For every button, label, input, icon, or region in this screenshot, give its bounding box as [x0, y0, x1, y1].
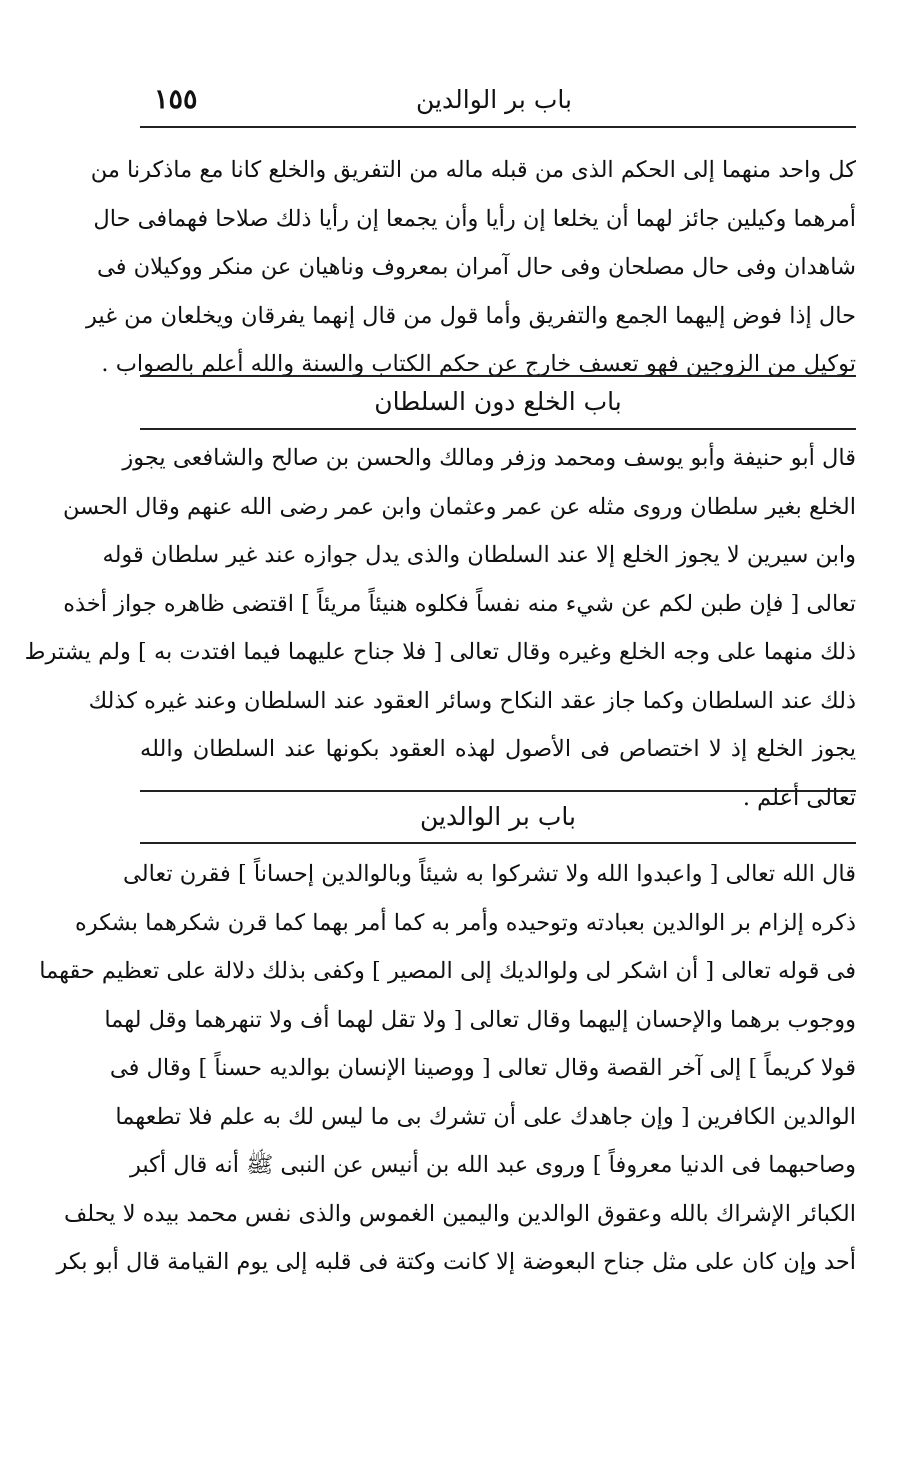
running-header: [140, 78, 848, 124]
text-line: ووجوب برهما والإحسان إليهما وقال تعالى [ ولا تقل لهما أف ولا تنهرهما وقل لهما: [104, 1006, 856, 1033]
section-rule-top: [140, 790, 856, 792]
text-line: تعالى [ فإن طبن لكم عن شيء منه نفساً فكلوه هنيئاً مريئاً ] اقتضى ظاهره جواز أخذه: [63, 590, 856, 617]
page-number: ١٥٥: [154, 84, 198, 115]
text-line: ذلك عند السلطان وكما جاز عقد النكاح وسائر العقود عند السلطان وعند غيره كذلك: [88, 687, 856, 714]
text-line: ذلك منهما على وجه الخلع وغيره وقال تعالى [ فلا جناح عليهما فيما افتدت به ] ولم يشترط: [24, 639, 856, 665]
text-line: الوالدين الكافرين [ وإن جاهدك على أن تشرك بى ما ليس لك به علم فلا تطعهما: [115, 1103, 856, 1130]
text-line: كل واحد منهما إلى الحكم الذى من قبله ماله من التفريق والخلع كانا مع ماذكرنا من: [90, 157, 856, 183]
text-line: توكيل من الزوجين فهو تعسف خارج عن حكم الكتاب والسنة والله أعلم بالصواب .: [101, 351, 856, 377]
section-rule-bottom: [140, 428, 856, 430]
text-line: ذكره إلزام بر الوالدين بعبادته وتوحيده وأمر به كما أمر بهما كما قرن شكرهما بشكره: [75, 909, 856, 936]
text-line: فى قوله تعالى [ أن اشكر لى ولوالديك إلى المصير ] وكفى بذلك دلالة على تعظيم حقهما: [39, 958, 856, 984]
section-rule-bottom: [140, 842, 856, 844]
text-line: حال إذا فوض إليهما الجمع والتفريق وأما قول من قال إنهما يفرقان ويخلعان من غير: [86, 302, 856, 329]
text-line: قال الله تعالى [ واعبدوا الله ولا تشركوا به شيئاً وبالوالدين إحساناً ] فقرن تعالى: [123, 861, 856, 887]
text-line: شاهدان وفى حال مصلحان وفى حال آمران بمعروف وناهيان عن منكر ووكيلان فى: [96, 254, 856, 280]
text-line: وابن سيرين لا يجوز الخلع إلا عند السلطان والذى يدل جوازه عند غير سلطان قوله: [102, 542, 856, 568]
text-line: الكبائر الإشراك بالله وعقوق الوالدين واليمين الغموس والذى نفس محمد بيده لا يحلف: [64, 1200, 856, 1227]
text-line: تعالى أعلم .: [742, 784, 856, 811]
text-line: الخلع بغير سلطان وروى مثله عن عمر وعثمان وابن عمر رضى الله عنهم وقال الحسن: [63, 493, 856, 520]
section-heading-khul: باب الخلع دون السلطان: [374, 387, 622, 416]
text-line: أحد وإن كان على مثل جناح البعوضة إلا كانت وكتة فى قلبه إلى يوم القيامة قال أبو بكر: [56, 1249, 856, 1275]
continuation-paragraph: [86, 146, 856, 389]
running-title: باب بر الوالدين: [416, 85, 572, 114]
khul-paragraph: [24, 434, 856, 822]
text-line: وصاحبهما فى الدنيا معروفاً ] وروى عبد الله بن أنيس عن النبى ﷺ أنه قال أكبر: [129, 1152, 856, 1178]
text-line: أمرهما وكيلين جائز لهما أن يخلعا إن رأيا وأن يجمعا إن رأيا ذلك صلاحا فهمافى حال: [93, 205, 856, 232]
section-rule-top: [140, 375, 856, 377]
section-heading-birr: باب بر الوالدين: [420, 802, 576, 831]
text-line: قال أبو حنيفة وأبو يوسف ومحمد وزفر ومالك والحسن بن صالح والشافعى يجوز: [122, 445, 856, 471]
text-line: قولا كريماً ] إلى آخر القصة وقال تعالى [ ووصينا الإنسان بوالديه حسناً ] وقال فى: [109, 1055, 856, 1081]
text-line: يجوز الخلع إذ لا اختصاص فى الأصول لهذه العقود بكونها عند السلطان والله: [140, 736, 856, 762]
birr-paragraph: [39, 850, 856, 1287]
header-rule: [140, 126, 856, 128]
